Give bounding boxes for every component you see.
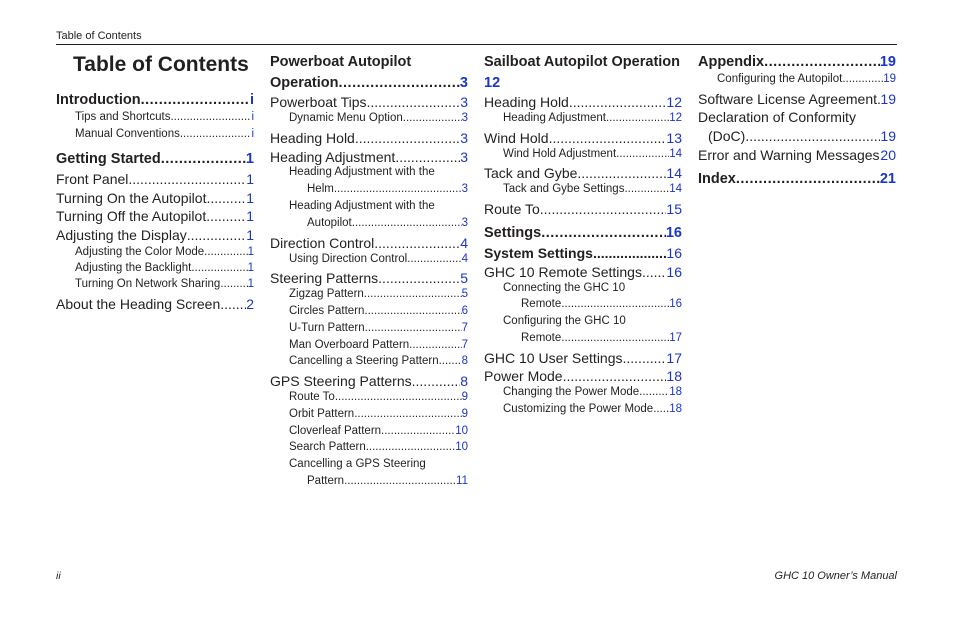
leader-dots [206,190,246,206]
toc-entry-label: Software License Agreement [698,91,877,107]
toc-entry-orbit[interactable] [289,408,468,420]
running-header: Table of Contents [56,30,142,42]
toc-entry-connecting-line1[interactable]: Connecting the GHC 10 [503,282,626,294]
toc-entry-declaration[interactable] [708,128,896,144]
toc-entry-label: Powerboat Tips [270,94,367,110]
toc-page-link[interactable]: 3 [460,94,468,110]
toc-entry-label: Turning On Network Sharing [75,278,221,290]
toc-page-link[interactable]: 15 [666,201,682,217]
toc-entry-label: Orbit Pattern [289,408,355,420]
toc-entry-power-mode[interactable] [484,368,682,384]
toc-entry-front-panel[interactable] [56,171,254,187]
toc-entry-label: Operation [270,75,339,91]
toc-entry-dynamic-menu[interactable] [289,112,468,124]
toc-page-link[interactable]: 4 [461,253,468,265]
toc-entry-label: Heading Hold [270,130,355,146]
toc-page-link[interactable]: 1 [246,227,254,243]
toc-entry-configuring-autopilot[interactable] [717,73,896,85]
toc-page-link[interactable]: 19 [880,91,896,107]
toc-entry-software-license[interactable] [698,91,896,107]
toc-page-link[interactable]: 13 [666,130,682,146]
toc-page-link[interactable]: 14 [666,165,682,181]
leader-dots [409,339,461,351]
leader-dots [355,130,460,146]
toc-page-link[interactable]: 12 [669,112,682,124]
toc-entry-wind-hold-adjustment[interactable] [503,148,682,160]
toc-entry-remote-settings[interactable] [484,264,682,280]
toc-entry-heading-screen[interactable] [56,296,254,312]
toc-entry-sail-heading-hold[interactable] [484,94,682,110]
toc-entry-sail-heading-adjustment[interactable] [503,112,682,124]
toc-page-link-sailboat[interactable]: 12 [484,75,501,91]
toc-entry-label: Man Overboard Pattern [289,339,410,351]
toc-entry-turning-on[interactable] [56,190,254,206]
toc-entry-system-settings[interactable] [484,245,682,261]
leader-dots [563,368,667,384]
toc-entry-label: Wind Hold Adjustment [503,148,617,160]
toc-entry-settings[interactable] [484,225,682,241]
leader-dots [569,94,667,110]
leader-dots [374,235,460,251]
toc-page-link[interactable]: 11 [456,475,468,487]
toc-entry-sail-route-to[interactable] [484,201,682,217]
toc-page-link[interactable]: 9 [461,391,468,403]
toc-page-link[interactable]: 8 [460,373,468,389]
toc-entry-network-sharing[interactable] [75,278,254,290]
toc-entry-label: GPS Steering Patterns [270,373,412,389]
toc-page-link[interactable]: 16 [665,225,682,241]
leader-dots [403,112,462,124]
toc-entry-steering-patterns[interactable] [270,270,468,286]
toc-entry-label: Turning On the Autopilot [56,190,207,206]
toc-entry-label: Helm [307,183,334,195]
toc-entry-heading-hold[interactable] [270,130,468,146]
leader-dots [338,75,459,91]
toc-entry-search[interactable] [289,441,468,453]
leader-dots [561,298,669,310]
leader-dots [549,130,667,146]
toc-entry-label: Autopilot [307,217,352,229]
toc-page-link[interactable]: 1 [247,278,254,290]
toc-entry-powerboat-tips[interactable] [270,94,468,110]
toc-entry-customizing-power[interactable] [503,403,682,415]
leader-dots [842,73,883,85]
toc-entry-label: Heading Adjustment [503,112,606,124]
toc-entry-turning-off[interactable] [56,208,254,224]
toc-page-link[interactable]: 18 [669,403,682,415]
toc-entry-tack-gybe[interactable] [484,165,682,181]
toc-entry-label: (DoC) [708,128,746,144]
toc-entry-label: Adjusting the Color Mode [75,246,205,258]
leader-dots [407,253,461,265]
leader-dots [366,441,455,453]
leader-dots [577,165,666,181]
toc-entry-label: Front Panel [56,171,129,187]
toc-entry-label: Remote [521,298,562,310]
leader-dots [141,92,250,108]
leader-dots [354,408,461,420]
toc-entry-label: Turning Off the Autopilot [56,208,207,224]
leader-dots [161,151,246,167]
toc-entry-heading-adjustment[interactable] [270,149,468,165]
toc-entry-label: Error and Warning Messages [698,147,880,163]
toc-entry-label: Dynamic Menu Option [289,112,403,124]
toc-entry-tack-gybe-settings[interactable] [503,183,682,195]
leader-dots [606,112,669,124]
toc-page-link[interactable]: 7 [461,322,468,334]
leader-dots [439,355,462,367]
toc-entry-circles[interactable] [289,305,468,317]
toc-page-link[interactable]: 21 [879,171,896,187]
toc-page-link[interactable]: 19 [880,128,896,144]
leader-dots [365,322,462,334]
toc-entry-label: Customizing the Power Mode [503,403,654,415]
toc-entry-powerboat-line1[interactable]: Powerboat Autopilot [270,54,412,70]
toc-page-link[interactable]: 3 [459,75,468,91]
toc-page-link[interactable]: 10 [455,425,468,437]
toc-entry-user-settings[interactable] [484,350,682,366]
toc-page-link[interactable]: 7 [461,339,468,351]
leader-dots [624,183,669,195]
toc-entry-label: Heading Hold [484,94,569,110]
toc-entry-label: Pattern [307,475,345,487]
toc-entry-ha-autopilot[interactable] [307,217,468,229]
leader-dots [381,425,455,437]
leader-dots [736,171,880,187]
toc-entry-cancel-gps[interactable] [307,475,468,487]
toc-entry-color-mode[interactable] [75,246,254,258]
toc-entry-powerboat[interactable] [270,75,468,91]
toc-entry-label: Settings [484,225,542,241]
toc-page-link[interactable]: 3 [461,217,468,229]
leader-dots [191,262,247,274]
toc-entry-label: Route To [484,201,540,217]
toc-entry-man-overboard[interactable] [289,339,468,351]
toc-entry-label: Changing the Power Mode [503,386,640,398]
footer-manual-title: GHC 10 Owner’s Manual [774,570,897,582]
toc-entry-connecting[interactable] [521,298,682,310]
toc-entry-label: GHC 10 Remote Settings [484,264,642,280]
toc-entry-label: About the Heading Screen [56,296,221,312]
toc-page-link[interactable]: 3 [461,112,468,124]
leader-dots [352,217,462,229]
toc-page-link[interactable]: 2 [246,296,254,312]
toc-entry-label: Direction Control [270,235,375,251]
toc-entry-error-warning[interactable] [698,147,896,163]
toc-page-link[interactable]: 19 [879,54,896,70]
toc-entry-conventions[interactable] [75,128,254,140]
toc-page-link[interactable]: 16 [666,245,682,261]
toc-page-link[interactable]: i [251,128,254,140]
toc-entry-label: Introduction [56,92,141,108]
toc-page-link[interactable]: 1 [247,246,254,258]
toc-entry-label: Adjusting the Backlight [75,262,192,274]
leader-dots [378,270,460,286]
toc-entry-tips[interactable] [75,111,254,123]
toc-entry-gps-steering[interactable] [270,373,468,389]
toc-entry-changing-power[interactable] [503,386,682,398]
toc-page-link[interactable]: 3 [460,149,468,165]
toc-page-link[interactable]: 16 [666,264,682,280]
toc-entry-using-direction[interactable] [289,253,468,265]
toc-page-link[interactable]: 3 [461,183,468,195]
toc-entry-label: Circles Pattern [289,305,365,317]
leader-dots [204,246,247,258]
footer-page-number: ii [56,570,61,582]
toc-entry-label: Zigzag Pattern [289,288,364,300]
toc-page-link[interactable]: i [249,92,254,108]
toc-entry-uturn[interactable] [289,322,468,334]
toc-page-link[interactable]: 9 [461,408,468,420]
toc-entry-zigzag[interactable] [289,288,468,300]
leader-dots [206,208,246,224]
toc-entry-adjusting-display[interactable] [56,227,254,243]
toc-entry-label: GHC 10 User Settings [484,350,623,366]
toc-page-link[interactable]: i [251,111,254,123]
toc-page-link[interactable]: 3 [460,130,468,146]
toc-entry-label: Tack and Gybe Settings [503,183,625,195]
toc-page-link[interactable]: 1 [246,190,254,206]
toc-entry-label: Using Direction Control [289,253,408,265]
toc-page-link[interactable]: 18 [669,386,682,398]
leader-dots [335,391,462,403]
leader-dots [220,278,247,290]
toc-entry-label: Cloverleaf Pattern [289,425,382,437]
toc-entry-wind-hold[interactable] [484,130,682,146]
toc-entry-label: Tips and Shortcuts [75,111,171,123]
toc-page-link[interactable]: 1 [246,208,254,224]
toc-page-link[interactable]: 14 [669,183,682,195]
toc-entry-label: U-Turn Pattern [289,322,365,334]
toc-page-link[interactable]: 12 [666,94,682,110]
toc-entry-label: Search Pattern [289,441,366,453]
toc-entry-label: Heading Adjustment [270,149,396,165]
toc-entry-sailboat-line1[interactable]: Sailboat Autopilot Operation [484,54,681,70]
toc-entry-label: Remote [521,332,562,344]
toc-entry-declaration-line1[interactable]: Declaration of Conformity [698,109,856,125]
toc-entry-label: Manual Conventions [75,128,180,140]
leader-dots [170,111,251,123]
toc-entry-label: Cancelling a Steering Pattern [289,355,439,367]
header-rule [56,44,897,45]
toc-entry-backlight[interactable] [75,262,254,274]
toc-entry-getting-started[interactable] [56,151,254,167]
toc-entry-label: Index [698,171,736,187]
toc-page-link[interactable]: 5 [461,288,468,300]
leader-dots [334,183,462,195]
page-title: Table of Contents [73,53,249,76]
leader-dots [764,54,880,70]
leader-dots [180,128,252,140]
toc-page-link[interactable]: 8 [461,355,468,367]
leader-dots [561,332,669,344]
leader-dots [344,475,456,487]
toc-page-link[interactable]: 1 [246,171,254,187]
toc-entry-cloverleaf[interactable] [289,425,468,437]
toc-entry-cancel-steering[interactable] [289,355,468,367]
toc-entry-cancel-gps-line1[interactable]: Cancelling a GPS Steering [289,458,426,470]
leader-dots [364,288,462,300]
toc-entry-label: Appendix [698,54,765,70]
toc-page-link[interactable]: 18 [666,368,682,384]
leader-dots [593,245,666,261]
leader-dots [623,350,667,366]
toc-page-link[interactable]: 1 [245,151,254,167]
leader-dots [364,305,461,317]
toc-entry-index[interactable] [698,171,896,187]
toc-entry-label: Getting Started [56,151,161,167]
toc-entry-appendix[interactable] [698,54,896,70]
leader-dots [128,171,246,187]
toc-entry-ha-helm[interactable] [307,183,468,195]
toc-entry-route-to[interactable] [289,391,468,403]
toc-entry-ha-autopilot-line1[interactable]: Heading Adjustment with the [289,200,435,212]
toc-entry-label: Wind Hold [484,130,549,146]
toc-entry-label: System Settings [484,245,593,261]
leader-dots [541,225,666,241]
leader-dots [639,386,669,398]
toc-page-link[interactable]: 16 [669,298,682,310]
leader-dots [412,373,461,389]
toc-page-link[interactable]: 20 [880,147,896,163]
toc-page-link[interactable]: 1 [247,262,254,274]
toc-entry-direction-control[interactable] [270,235,468,251]
leader-dots [745,128,880,144]
toc-entry-label: Route To [289,391,335,403]
leader-dots [395,149,460,165]
toc-page-link[interactable]: 5 [460,270,468,286]
leader-dots [540,201,667,217]
toc-entry-label: Tack and Gybe [484,165,578,181]
toc-entry-ha-helm-line1[interactable]: Heading Adjustment with the [289,166,435,178]
leader-dots [187,227,246,243]
toc-page-link[interactable]: 4 [460,235,468,251]
toc-page-link[interactable]: 17 [669,332,682,344]
leader-dots [367,94,461,110]
toc-entry-label: Power Mode [484,368,563,384]
leader-dots [642,264,666,280]
leader-dots [616,148,669,160]
toc-entry-configuring-line1[interactable]: Configuring the GHC 10 [503,315,626,327]
toc-page-link[interactable]: 17 [666,350,682,366]
toc-page-link[interactable]: 10 [455,441,468,453]
toc-entry-introduction[interactable] [56,92,254,108]
toc-entry-label: Configuring the Autopilot [717,73,843,85]
leader-dots [653,403,669,415]
toc-page-link[interactable]: 19 [883,73,896,85]
toc-page-link[interactable]: 6 [461,305,468,317]
toc-page-link[interactable]: 14 [669,148,682,160]
leader-dots [220,296,246,312]
toc-entry-label: Adjusting the Display [56,227,187,243]
toc-entry-label: Steering Patterns [270,270,379,286]
toc-entry-configuring[interactable] [521,332,682,344]
